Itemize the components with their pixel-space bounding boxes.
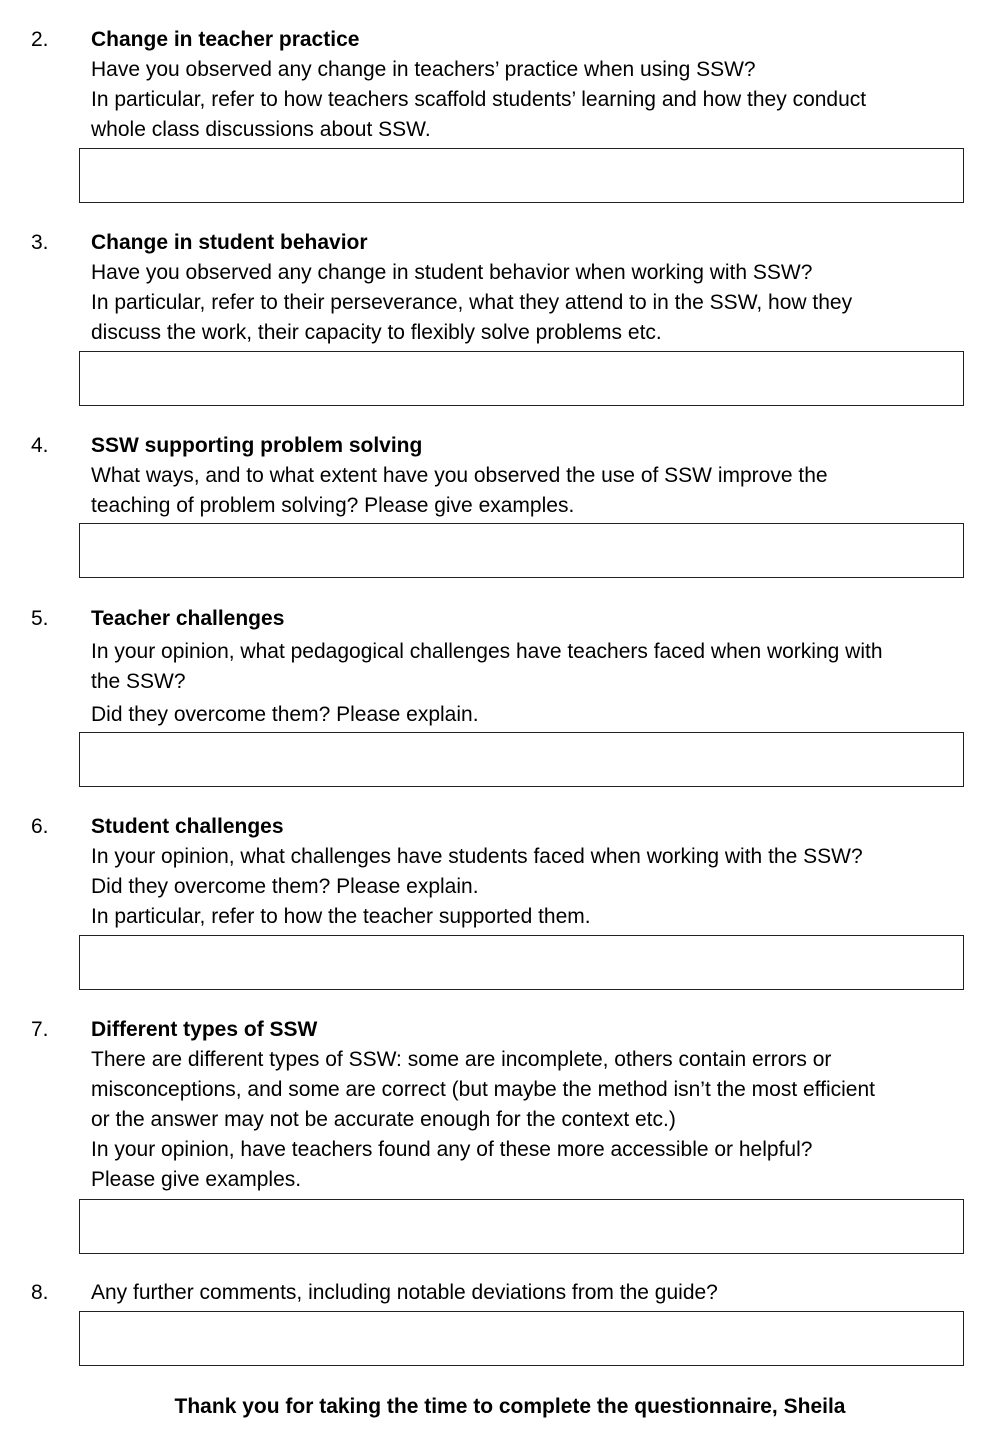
question-text: In particular, refer to how teachers scaffold students’ learning and how they conduct [91,88,867,111]
question-title: Different types of SSW [91,1018,318,1041]
question-number: 8. [31,1281,49,1304]
question-title: Change in student behavior [91,231,368,254]
question-text: Have you observed any change in teachers’ practice when using SSW? [91,58,756,81]
question-text: In your opinion, have teachers found any of these more accessible or helpful? [91,1138,813,1161]
question-text: the SSW? [91,670,186,693]
answer-box-7[interactable] [79,1199,964,1254]
question-text: In particular, refer to how the teacher supported them. [91,905,591,928]
question-text: What ways, and to what extent have you observed the use of SSW improve the [91,464,828,487]
question-title: SSW supporting problem solving [91,434,423,457]
question-text: Did they overcome them? Please explain. [91,875,479,898]
question-body [91,25,971,145]
question-number: 2. [31,28,49,51]
question-text: misconceptions, and some are correct (but maybe the method isn’t the most efficient [91,1078,875,1101]
question-text: discuss the work, their capacity to flexibly solve problems etc. [91,321,662,344]
answer-box-3[interactable] [79,351,964,406]
question-text: In your opinion, what challenges have students faced when working with the SSW? [91,845,863,868]
answer-box-4[interactable] [79,523,964,578]
question-title: Student challenges [91,815,284,838]
answer-box-6[interactable] [79,935,964,990]
question-body [91,812,971,932]
question-body [91,1015,971,1195]
answer-box-8[interactable] [79,1311,964,1366]
answer-box-2[interactable] [79,148,964,203]
question-number: 6. [31,815,49,838]
question-text: whole class discussions about SSW. [91,118,431,141]
question-number: 3. [31,231,49,254]
question-number: 7. [31,1018,49,1041]
question-text: Any further comments, including notable deviations from the guide? [91,1281,718,1304]
answer-box-5[interactable] [79,732,964,787]
question-text: In your opinion, what pedagogical challenges have teachers faced when working with [91,640,883,663]
question-body [91,1278,971,1308]
question-title: Change in teacher practice [91,28,360,51]
question-text: Have you observed any change in student behavior when working with SSW? [91,261,813,284]
question-number: 4. [31,434,49,457]
question-title: Teacher challenges [91,607,285,630]
question-body [91,228,971,348]
question-number: 5. [31,607,49,630]
question-text: Please give examples. [91,1168,302,1191]
question-text: There are different types of SSW: some are incomplete, others contain errors or [91,1048,832,1071]
question-body [91,431,971,521]
question-text: teaching of problem solving? Please give examples. [91,494,575,517]
question-body [91,604,971,730]
question-text: Did they overcome them? Please explain. [91,703,479,726]
question-text: or the answer may not be accurate enough for the context etc.) [91,1108,676,1131]
closing-message: Thank you for taking the time to complete the questionnaire, Sheila [174,1395,846,1418]
question-text: In particular, refer to their perseverance, what they attend to in the SSW, how they [91,291,853,314]
